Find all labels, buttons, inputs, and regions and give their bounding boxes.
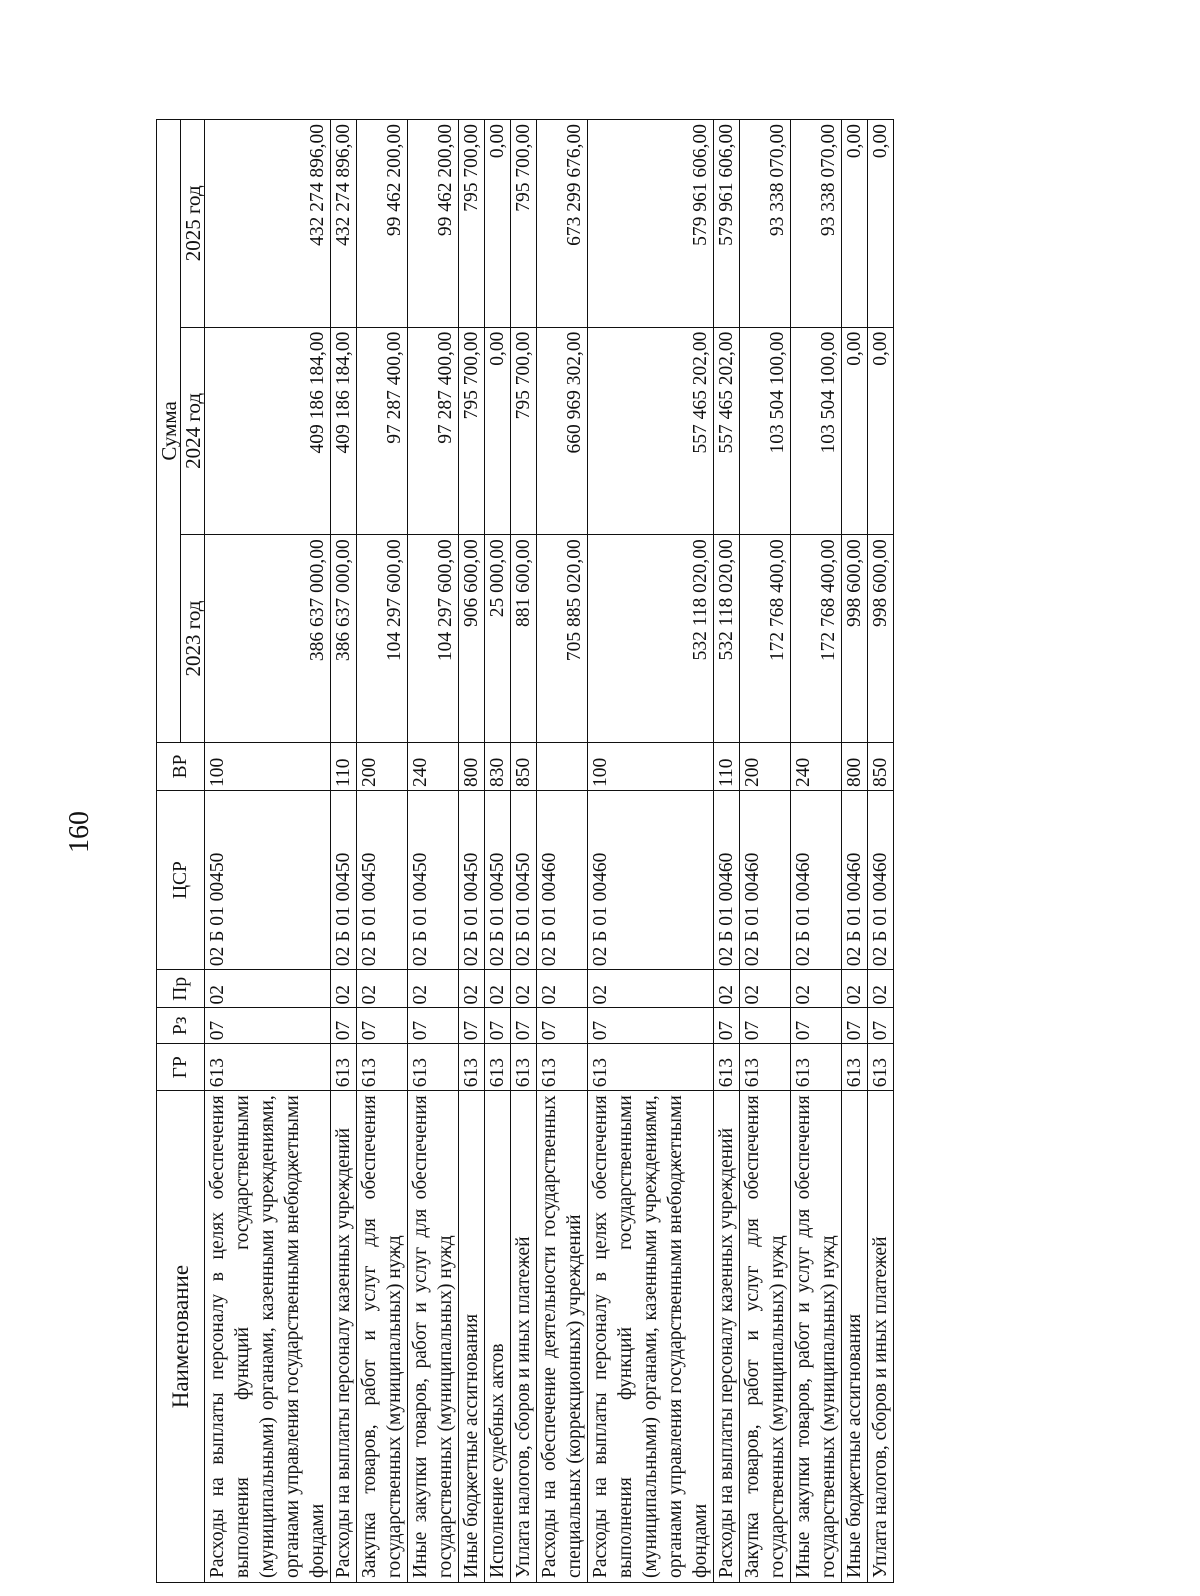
cell-name: Расходы на выплаты персоналу в целях обеспечения выполнения функций государственными (муниципальными) органами, казенными учреждениями, органами управления государственными внебюджетными фондами: [588, 1091, 714, 1583]
cell-gr: 613: [205, 1044, 331, 1091]
cell-rz: 07: [511, 1008, 537, 1044]
cell-sum-2025: 673 299 676,00: [537, 120, 588, 328]
cell-pr: 02: [408, 970, 459, 1008]
cell-sum-2024: 795 700,00: [511, 327, 537, 535]
cell-csr: 02 Б 01 00460: [714, 791, 740, 970]
cell-pr: 02: [331, 970, 357, 1008]
budget-table: [156, 119, 894, 1583]
cell-gr: 613: [842, 1044, 868, 1091]
header-year-2024: 2024 год: [181, 327, 205, 535]
cell-csr: 02 Б 01 00450: [331, 791, 357, 970]
cell-sum-2024: 409 186 184,00: [331, 327, 357, 535]
cell-vr: 240: [791, 742, 842, 790]
cell-name: Закупка товаров, работ и услуг для обеспечения государственных (муниципальных) нужд: [740, 1091, 791, 1583]
cell-sum-2025: 579 961 606,00: [588, 120, 714, 328]
cell-pr: 02: [485, 970, 511, 1008]
table-row: [511, 120, 537, 1583]
cell-pr: 02: [588, 970, 714, 1008]
header-year-2025: 2025 год: [181, 120, 205, 328]
cell-gr: 613: [740, 1044, 791, 1091]
cell-sum-2024: 660 969 302,00: [537, 327, 588, 535]
cell-sum-2024: 795 700,00: [459, 327, 485, 535]
cell-pr: 02: [740, 970, 791, 1008]
cell-pr: 02: [842, 970, 868, 1008]
cell-sum-2023: 906 600,00: [459, 535, 485, 743]
cell-gr: 613: [791, 1044, 842, 1091]
cell-vr: 110: [331, 742, 357, 790]
cell-pr: 02: [791, 970, 842, 1008]
cell-sum-2025: 432 274 896,00: [331, 120, 357, 328]
cell-vr: 200: [357, 742, 408, 790]
cell-rz: 07: [331, 1008, 357, 1044]
cell-pr: 02: [357, 970, 408, 1008]
cell-gr: 613: [511, 1044, 537, 1091]
cell-rz: 07: [205, 1008, 331, 1044]
cell-sum-2023: 386 637 000,00: [205, 535, 331, 743]
cell-sum-2023: 881 600,00: [511, 535, 537, 743]
cell-csr: 02 Б 01 00460: [537, 791, 588, 970]
cell-gr: 613: [408, 1044, 459, 1091]
header-year-2023: 2023 год: [181, 535, 205, 743]
table-row: [537, 120, 588, 1583]
table-row: [714, 120, 740, 1583]
table-row: [485, 120, 511, 1583]
cell-gr: 613: [714, 1044, 740, 1091]
table-row: [357, 120, 408, 1583]
cell-rz: 07: [357, 1008, 408, 1044]
cell-rz: 07: [868, 1008, 894, 1044]
cell-name: Исполнение судебных актов: [485, 1091, 511, 1583]
cell-sum-2024: 557 465 202,00: [588, 327, 714, 535]
cell-gr: 613: [588, 1044, 714, 1091]
table-row: [791, 120, 842, 1583]
cell-csr: 02 Б 01 00460: [740, 791, 791, 970]
cell-sum-2024: 103 504 100,00: [791, 327, 842, 535]
header-name: Наименование: [157, 1091, 205, 1583]
page-number: 160: [64, 811, 95, 853]
cell-rz: 07: [537, 1008, 588, 1044]
cell-sum-2025: 0,00: [868, 120, 894, 328]
cell-sum-2023: 104 297 600,00: [357, 535, 408, 743]
header-vr: ВР: [157, 742, 205, 790]
cell-rz: 07: [714, 1008, 740, 1044]
cell-gr: 613: [357, 1044, 408, 1091]
cell-rz: 07: [740, 1008, 791, 1044]
cell-sum-2025: 579 961 606,00: [714, 120, 740, 328]
cell-sum-2023: 104 297 600,00: [408, 535, 459, 743]
cell-vr: 100: [588, 742, 714, 790]
cell-sum-2023: 705 885 020,00: [537, 535, 588, 743]
table-row: [459, 120, 485, 1583]
cell-csr: 02 Б 01 00460: [791, 791, 842, 970]
cell-sum-2023: 532 118 020,00: [588, 535, 714, 743]
cell-name: Расходы на выплаты персоналу казенных учреждений: [714, 1091, 740, 1583]
table-row: [408, 120, 459, 1583]
cell-name: Иные закупки товаров, работ и услуг для обеспечения государственных (муниципальных) нужд: [791, 1091, 842, 1583]
cell-rz: 07: [791, 1008, 842, 1044]
cell-sum-2024: 103 504 100,00: [740, 327, 791, 535]
cell-gr: 613: [331, 1044, 357, 1091]
cell-vr: 200: [740, 742, 791, 790]
cell-vr: 800: [459, 742, 485, 790]
table-row: [588, 120, 714, 1583]
cell-name: Иные бюджетные ассигнования: [842, 1091, 868, 1583]
cell-name: Иные бюджетные ассигнования: [459, 1091, 485, 1583]
budget-table-rotated: [156, 119, 976, 1583]
cell-sum-2024: 0,00: [485, 327, 511, 535]
cell-name: Уплата налогов, сборов и иных платежей: [868, 1091, 894, 1583]
cell-sum-2024: 97 287 400,00: [408, 327, 459, 535]
cell-csr: 02 Б 01 00450: [205, 791, 331, 970]
cell-rz: 07: [485, 1008, 511, 1044]
cell-name: Расходы на выплаты персоналу казенных учреждений: [331, 1091, 357, 1583]
cell-sum-2023: 998 600,00: [842, 535, 868, 743]
cell-sum-2025: 99 462 200,00: [408, 120, 459, 328]
header-gr: ГР: [157, 1044, 205, 1091]
cell-pr: 02: [511, 970, 537, 1008]
cell-sum-2025: 432 274 896,00: [205, 120, 331, 328]
header-sum: Сумма: [157, 120, 181, 743]
header-csr: ЦСР: [157, 791, 205, 970]
cell-vr: 240: [408, 742, 459, 790]
table-header: [157, 120, 205, 1583]
cell-gr: 613: [459, 1044, 485, 1091]
cell-sum-2024: 557 465 202,00: [714, 327, 740, 535]
cell-gr: 613: [537, 1044, 588, 1091]
cell-csr: 02 Б 01 00450: [511, 791, 537, 970]
cell-vr: [537, 742, 588, 790]
cell-sum-2025: 93 338 070,00: [791, 120, 842, 328]
cell-sum-2025: 795 700,00: [459, 120, 485, 328]
cell-name: Уплата налогов, сборов и иных платежей: [511, 1091, 537, 1583]
cell-sum-2023: 386 637 000,00: [331, 535, 357, 743]
cell-sum-2023: 25 000,00: [485, 535, 511, 743]
cell-pr: 02: [537, 970, 588, 1008]
cell-csr: 02 Б 01 00450: [485, 791, 511, 970]
cell-csr: 02 Б 01 00450: [357, 791, 408, 970]
cell-vr: 100: [205, 742, 331, 790]
cell-vr: 850: [868, 742, 894, 790]
cell-sum-2023: 532 118 020,00: [714, 535, 740, 743]
cell-name: Закупка товаров, работ и услуг для обеспечения государственных (муниципальных) нужд: [357, 1091, 408, 1583]
cell-name: Расходы на обеспечение деятельности государственных специальных (коррекционных) учреждений: [537, 1091, 588, 1583]
cell-csr: 02 Б 01 00450: [408, 791, 459, 970]
cell-vr: 800: [842, 742, 868, 790]
cell-pr: 02: [205, 970, 331, 1008]
cell-name: Расходы на выплаты персоналу в целях обеспечения выполнения функций государственными (муниципальными) органами, казенными учреждениями, органами управления государственными внебюджетными фондами: [205, 1091, 331, 1583]
cell-gr: 613: [485, 1044, 511, 1091]
cell-sum-2024: 409 186 184,00: [205, 327, 331, 535]
header-rz: Рз: [157, 1008, 205, 1044]
cell-name: Иные закупки товаров, работ и услуг для обеспечения государственных (муниципальных) нужд: [408, 1091, 459, 1583]
cell-vr: 830: [485, 742, 511, 790]
cell-rz: 07: [408, 1008, 459, 1044]
cell-sum-2023: 172 768 400,00: [740, 535, 791, 743]
cell-pr: 02: [868, 970, 894, 1008]
cell-sum-2023: 172 768 400,00: [791, 535, 842, 743]
table-row: [740, 120, 791, 1583]
table-body: [205, 120, 894, 1583]
cell-sum-2025: 0,00: [842, 120, 868, 328]
cell-sum-2023: 998 600,00: [868, 535, 894, 743]
cell-sum-2025: 99 462 200,00: [357, 120, 408, 328]
cell-sum-2024: 0,00: [868, 327, 894, 535]
cell-sum-2024: 0,00: [842, 327, 868, 535]
cell-sum-2025: 93 338 070,00: [740, 120, 791, 328]
table-row: [205, 120, 331, 1583]
table-row: [868, 120, 894, 1583]
cell-pr: 02: [459, 970, 485, 1008]
cell-sum-2025: 0,00: [485, 120, 511, 328]
cell-vr: 110: [714, 742, 740, 790]
cell-sum-2025: 795 700,00: [511, 120, 537, 328]
cell-csr: 02 Б 01 00460: [868, 791, 894, 970]
cell-rz: 07: [459, 1008, 485, 1044]
cell-csr: 02 Б 01 00460: [842, 791, 868, 970]
table-row: [842, 120, 868, 1583]
cell-vr: 850: [511, 742, 537, 790]
cell-rz: 07: [588, 1008, 714, 1044]
cell-gr: 613: [868, 1044, 894, 1091]
cell-csr: 02 Б 01 00450: [459, 791, 485, 970]
header-pr: Пр: [157, 970, 205, 1008]
cell-pr: 02: [714, 970, 740, 1008]
cell-csr: 02 Б 01 00460: [588, 791, 714, 970]
cell-sum-2024: 97 287 400,00: [357, 327, 408, 535]
cell-rz: 07: [842, 1008, 868, 1044]
table-row: [331, 120, 357, 1583]
